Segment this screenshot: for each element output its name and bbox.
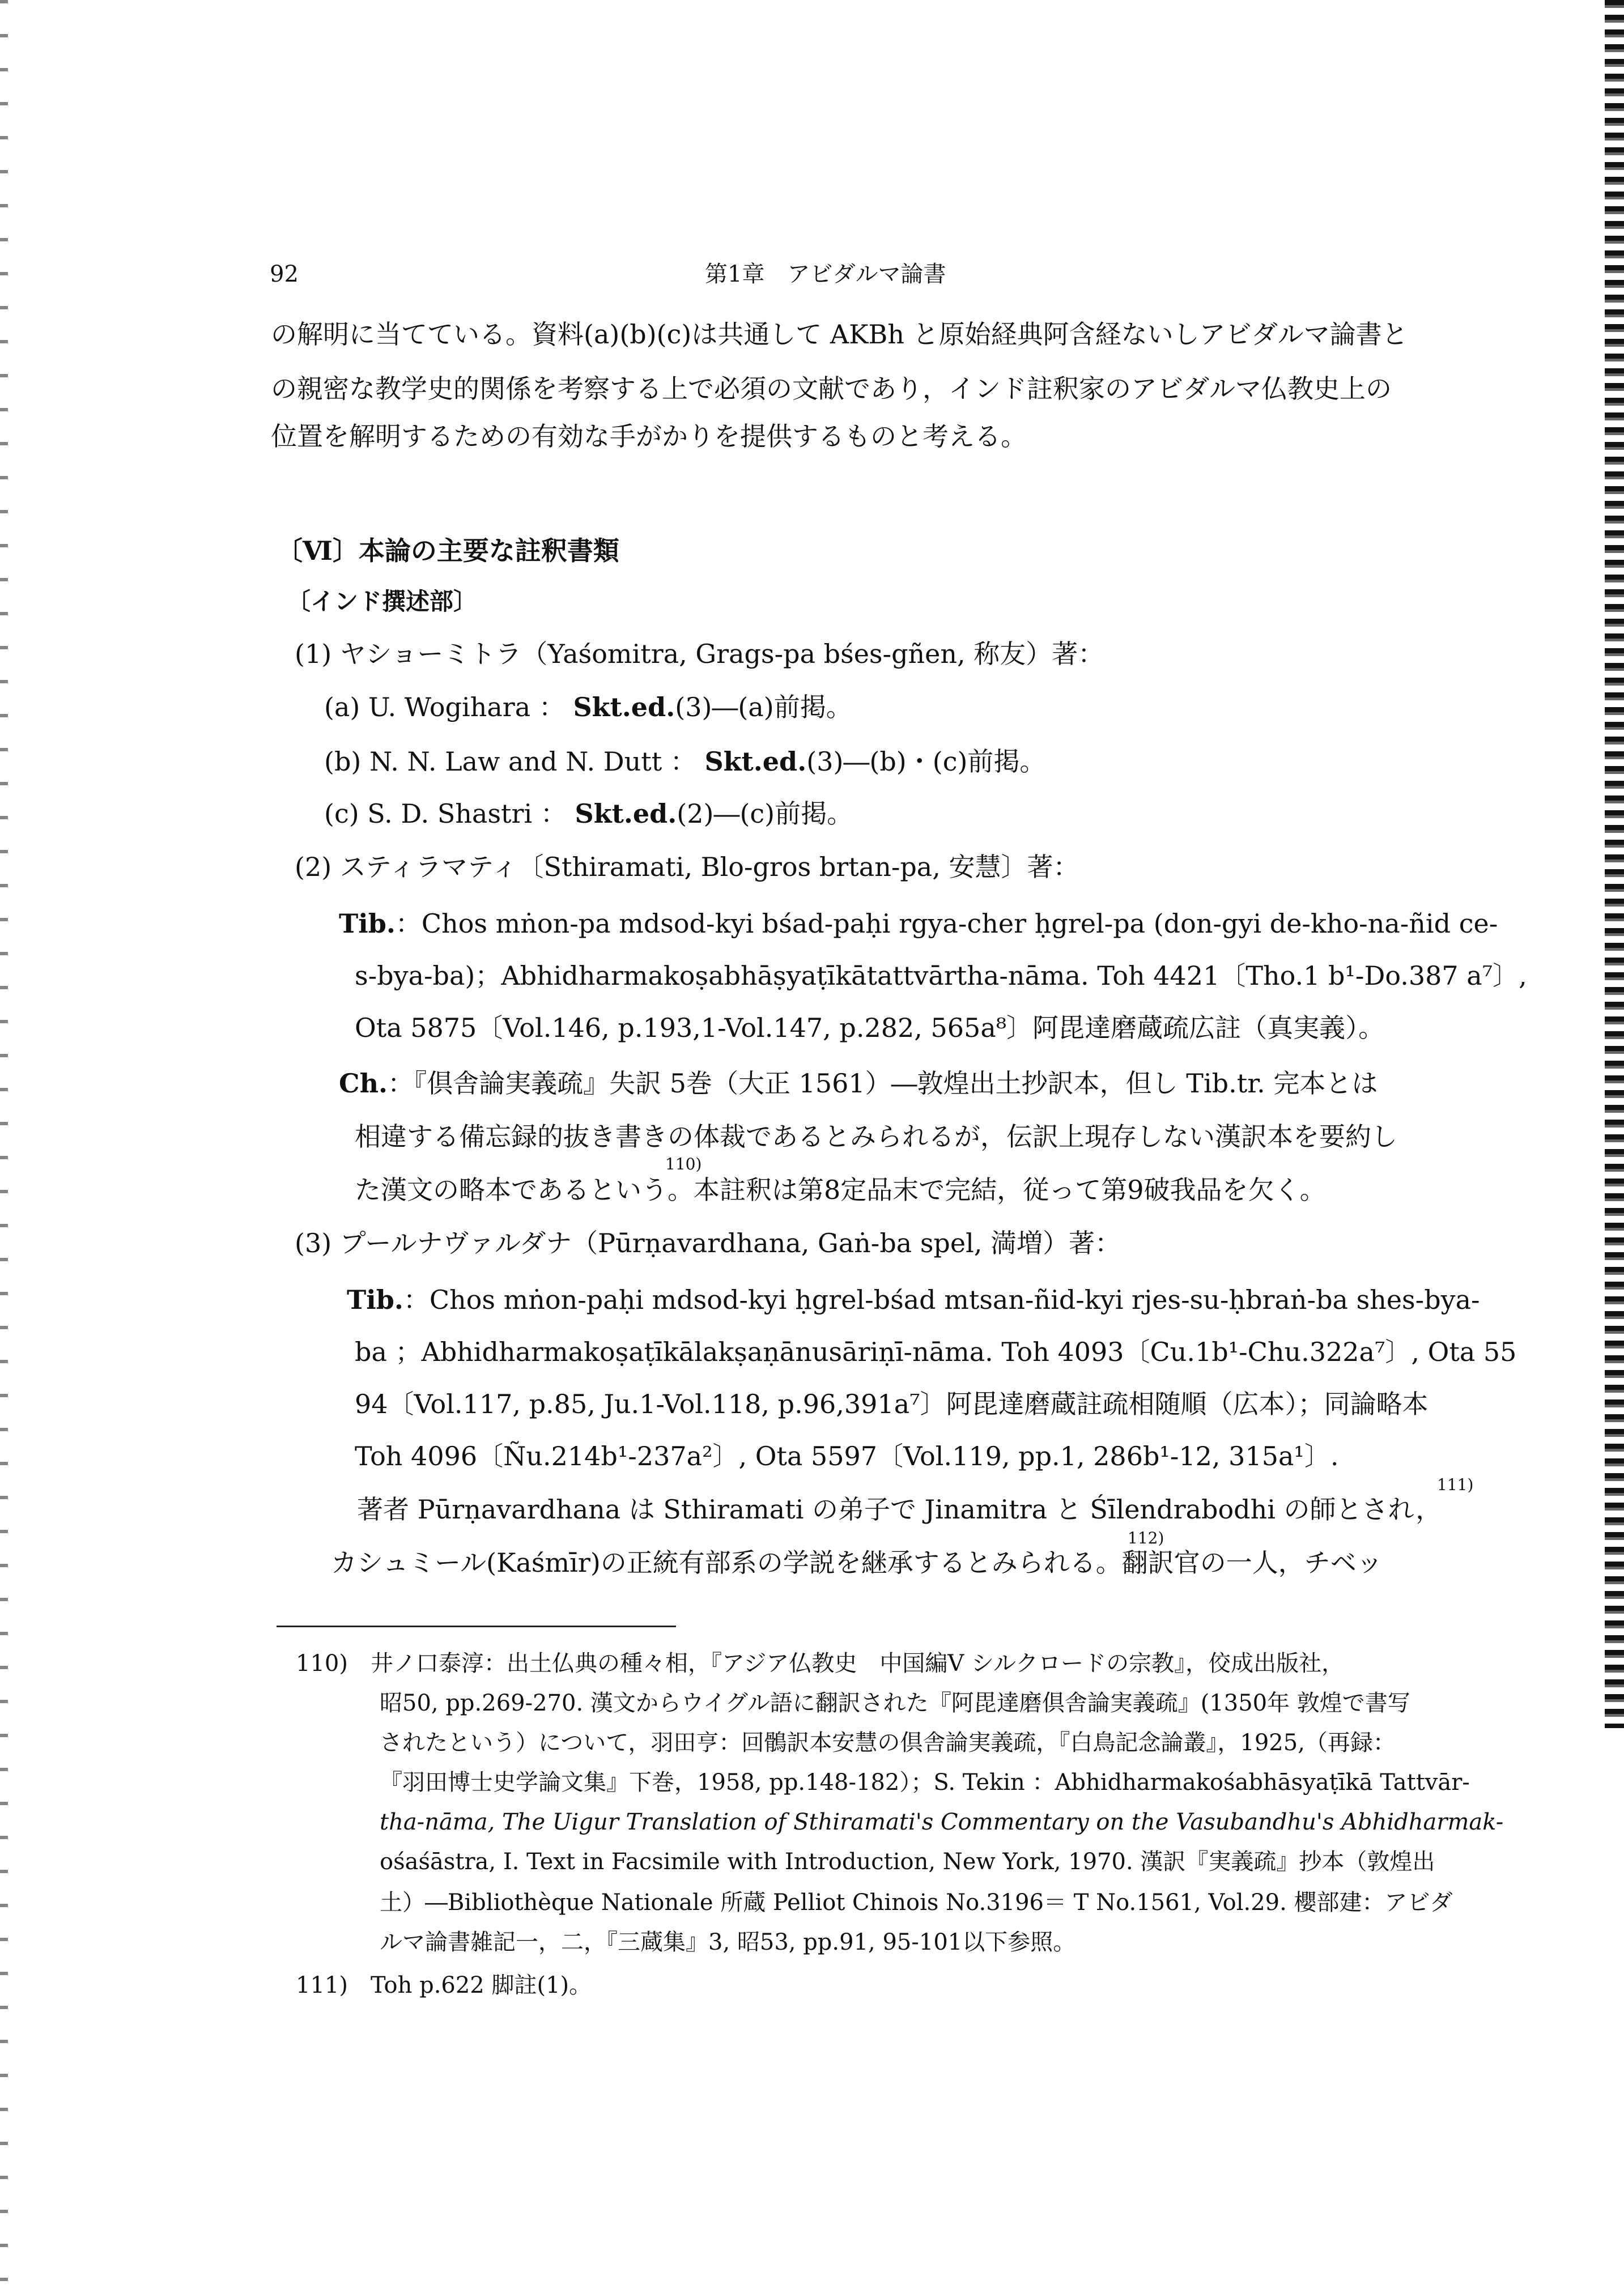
item2-ch-line-2: 相違する備忘録的抜き書きの体裁であるとみられるが，伝訳上現存しない漢訳本を要約し (355, 1121, 1397, 1152)
footnote-ref-110: 110) (665, 1155, 702, 1173)
item2-heading: (2) スティラマティ〔Sthiramati, Blo-gros brtan-pa, 安慧〕著： (295, 852, 1079, 882)
item1-a-prefix: (a) U. Wogihara ： (324, 692, 565, 722)
item2-tib-line-3: Ota 5875〔Vol.146, p.193,1-Vol.147, p.282, 565a⁸〕阿毘達磨蔵疏広註（真実義）。 (355, 1013, 1385, 1043)
item1-a-skt: Skt.ed. (573, 692, 675, 722)
item2-ch-line-1 (339, 1065, 1378, 1101)
item1-b (324, 743, 1045, 780)
footnote-ref-111: 111) (1437, 1475, 1474, 1494)
footnote-110-line-7: 土）―Bibliothèque Nationale 所蔵 Pelliot Chinois No.3196＝ T No.1561, Vol.29. 櫻部建：アビダ (380, 1890, 1453, 1916)
item3-para-line-1: 著者 Pūrṇavardhana は Sthiramati の弟子で Jinamitra と Śīlendrabodhi の師とされ， (357, 1494, 1442, 1525)
item2-ch-line-3: た漢文の略本であるという。本註釈は第8定品末で完結，従って第9破我品を欠く。 (355, 1175, 1326, 1205)
item2-tib-text-1: ：Chos mṅon-pa mdsod-kyi bśad-paḥi rgya-cher ḥgrel-pa (don-gyi de-kho-na-ñid ce- (395, 908, 1498, 939)
item2-ch-label: Ch. (339, 1068, 388, 1099)
item2-tib-line-1 (339, 905, 1498, 942)
item2-tib-line-2: s-bya-ba)；Abhidharmakoṣabhāṣyaṭīkātattvārtha-nāma. Toh 4421〔Tho.1 b¹-Do.387 a⁷〕, (355, 960, 1527, 991)
item2-ch-text-1: ：『倶舎論実義疏』失訳 5巻（大正 1561）―敦煌出土抄訳本，但し Tib.tr. 完本とは (388, 1068, 1378, 1099)
page-number: 92 (270, 261, 299, 287)
item1-a (324, 689, 852, 725)
intro-line-3: 位置を解明するための有効な手がかりを提供するものと考える。 (271, 421, 1027, 452)
item3-tib-line-3: 94〔Vol.117, p.85, Ju.1-Vol.118, p.96,391a⁷〕阿毘達磨蔵註疏相随順（広本）；同論略本 (355, 1389, 1429, 1419)
item3-tib-line-4: Toh 4096〔Ñu.214b¹-237a²〕, Ota 5597〔Vol.119, pp.1, 286b¹-12, 315a¹〕. (355, 1441, 1339, 1471)
running-title: 第1章 アビダルマ論書 (705, 261, 946, 287)
item3-tib-text-1: ：Chos mṅon-paḥi mdsod-kyi ḥgrel-bśad mtsan-ñid-kyi rjes-su-ḥbraṅ-ba shes-bya- (403, 1284, 1480, 1315)
scan-edge-right (1605, 0, 1624, 1728)
item1-heading: (1) ヤショーミトラ（Yaśomitra, Grags-pa bśes-gñen, 称友）著： (295, 639, 1104, 669)
item3-para-line-2: カシュミール(Kaśmīr)の正統有部系の学説を継承するとみられる。翻訳官の一人，チベッ (331, 1547, 1383, 1578)
item1-b-prefix: (b) N. N. Law and N. Dutt ： (324, 746, 696, 777)
footnote-111: 111) Toh p.622 脚註(1)。 (296, 1972, 592, 1998)
footnote-110-line-2: 昭50, pp.269-270. 漢文からウイグル語に翻訳された『阿毘達磨倶舎論実義疏』(1350年 敦煌で書写 (380, 1690, 1410, 1716)
item3-heading: (3) プールナヴァルダナ（Pūrṇavardhana, Gaṅ-ba spel, 満増）著： (295, 1228, 1121, 1258)
intro-line-2: の親密な教学史的関係を考察する上で必須の文献であり，インド註釈家のアビダルマ仏教史上の (271, 373, 1392, 404)
section-heading: 〔Ⅵ〕本論の主要な註釈書類 (277, 535, 619, 566)
footnote-separator (277, 1626, 676, 1627)
item1-c (324, 795, 853, 832)
footnote-110-line-5: tha-nāma, The Uigur Translation of Sthiramati's Commentary on the Vasubandhu's Abhidharmak- (380, 1809, 1504, 1835)
footnote-110-line-3: されたという）について，羽田亨：回鶻訳本安慧の倶舎論実義疏，『白鳥記念論叢』，1925,（再録： (380, 1730, 1396, 1756)
item2-tib-label: Tib. (339, 908, 396, 939)
item1-c-suffix: (2)―(c)前掲。 (677, 798, 853, 829)
footnote-110-line-4: 『羽田博士史学論文集』下巻，1958, pp.148-182）；S. Tekin ：Abhidharmakośabhāsyaṭīkā Tattvār- (380, 1769, 1470, 1796)
footnote-110-line-1: 110) 井ノ口泰淳：出土仏典の種々相，『アジア仏教史 中国編Ⅴ シルクロードの宗教』，佼成出版社， (296, 1650, 1345, 1677)
item1-c-skt: Skt.ed. (575, 798, 677, 829)
footnote-ref-112: 112) (1128, 1529, 1164, 1547)
item3-tib-line-2: ba ；Abhidharmakoṣaṭīkālakṣaṇānusāriṇī-nāma. Toh 4093〔Cu.1b¹-Chu.322a⁷〕, Ota 55 (355, 1337, 1517, 1367)
scan-edge-left (0, 0, 8, 2293)
intro-line-1: の解明に当てている。資料(a)(b)(c)は共通して AKBh と原始経典阿含経ないしアビダルマ論書と (271, 319, 1408, 350)
item1-a-suffix: (3)―(a)前掲。 (675, 692, 852, 722)
item3-tib-line-1 (347, 1282, 1480, 1318)
item1-b-skt: Skt.ed. (704, 746, 807, 777)
footnote-110-line-6: ośaśāstra, I. Text in Facsimile with Introduction, New York, 1970. 漢訳『実義疏』抄本（敦煌出 (380, 1849, 1435, 1875)
subsection-heading: 〔インド撰述部〕 (287, 588, 478, 615)
footnote-110-line-8: ルマ論書雑記一，二，『三蔵集』3, 昭53, pp.91, 95-101以下参照。 (380, 1929, 1076, 1955)
item1-b-suffix: (3)―(b)・(c)前掲。 (806, 746, 1046, 777)
item3-tib-label: Tib. (347, 1284, 403, 1315)
item1-c-prefix: (c) S. D. Shastri ： (324, 798, 567, 829)
